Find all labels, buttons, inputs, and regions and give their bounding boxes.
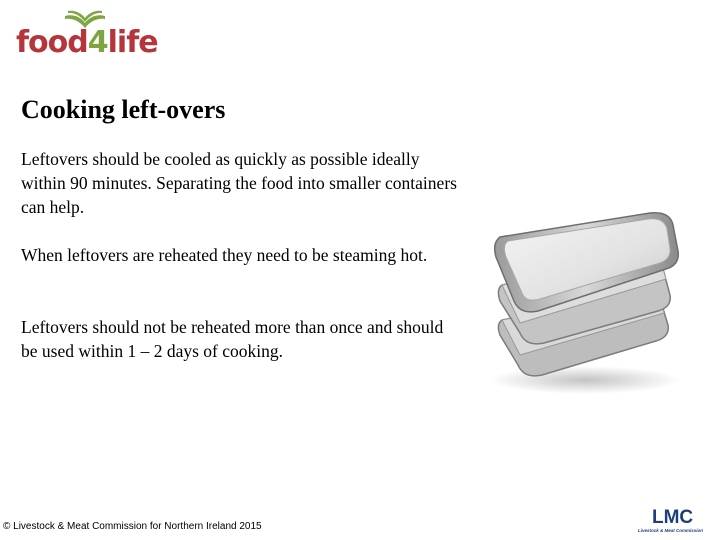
logo-life: life (107, 25, 158, 60)
logo-four: 4 (87, 25, 108, 60)
page-title: Cooking left-overs (21, 95, 226, 124)
copyright-footer: © Livestock & Meat Commission for Northern Ireland 2015 (3, 521, 262, 532)
paragraph-reheating: When leftovers are reheated they need to be steaming hot. (21, 245, 428, 265)
lmc-letters: LMC (652, 507, 694, 528)
foil-trays-image (480, 175, 695, 400)
paragraph-cooling: Leftovers should be cooled as quickly as possible ideally within 90 minutes. Separating the food into smaller containers can help. (21, 149, 457, 217)
paragraph-storage: Leftovers should not be reheated more than once and should be used within 1 – 2 days of cooking. (21, 317, 444, 361)
food4life-logo (14, 10, 158, 64)
logo-wordmark (16, 25, 158, 60)
lmc-subtitle: Livestock & Meat Commission (638, 528, 704, 533)
lmc-logo (625, 508, 715, 538)
logo-food: food (16, 25, 88, 60)
